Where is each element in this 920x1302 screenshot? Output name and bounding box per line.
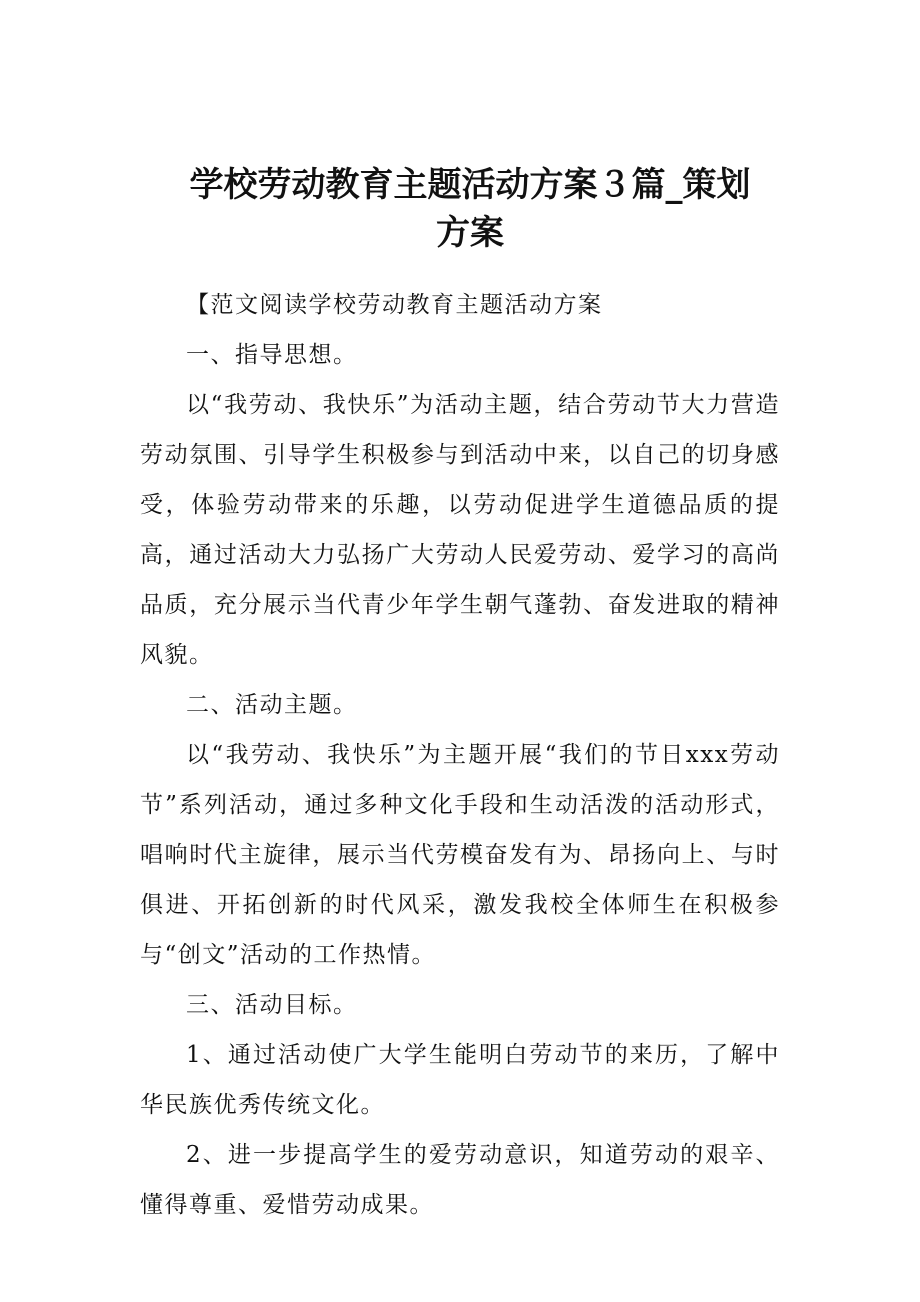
section-heading-guiding-ideology: 一、指导思想。	[186, 342, 358, 368]
body-paragraph: 以“我劳动、我快乐”为主题开展“我们的节日xxx劳动节”系列活动，通过多种文化手段和生动活泼的活动形式，唱响时代主旋律，展示当代劳模奋发有为、昂扬向上、与时俱进、开拓创新的时代风采，激发我校全体师生在积极参与“创文”活动的工作热情。	[140, 742, 780, 968]
list-item: 1、通过活动使广大学生能明白劳动节的来历，了解中华民族优秀传统文化。	[140, 1042, 780, 1118]
document-title-line-2: 方案	[436, 213, 504, 253]
section-heading-activity-theme: 二、活动主题。	[186, 692, 358, 718]
document-title-line-1: 学校劳动教育主题活动方案３篇_策划	[189, 165, 751, 205]
intro-paragraph: 【范文阅读学校劳动教育主题活动方案	[186, 292, 603, 318]
body-paragraph: 以“我劳动、我快乐”为活动主题，结合劳动节大力营造劳动氛围、引导学生积极参与到活动中来，以自己的切身感受，体验劳动带来的乐趣，以劳动促进学生道德品质的提高，通过活动大力弘扬广大劳动人民爱劳动、爱学习的高尚品质，充分展示当代青少年学生朝气蓬勃、奋发进取的精神风貌。	[140, 392, 780, 668]
section-heading-activity-goals: 三、活动目标。	[186, 992, 358, 1018]
list-item: 2、进一步提高学生的爱劳动意识，知道劳动的艰辛、懂得尊重、爱惜劳动成果。	[140, 1142, 780, 1218]
document-body	[140, 280, 780, 1230]
